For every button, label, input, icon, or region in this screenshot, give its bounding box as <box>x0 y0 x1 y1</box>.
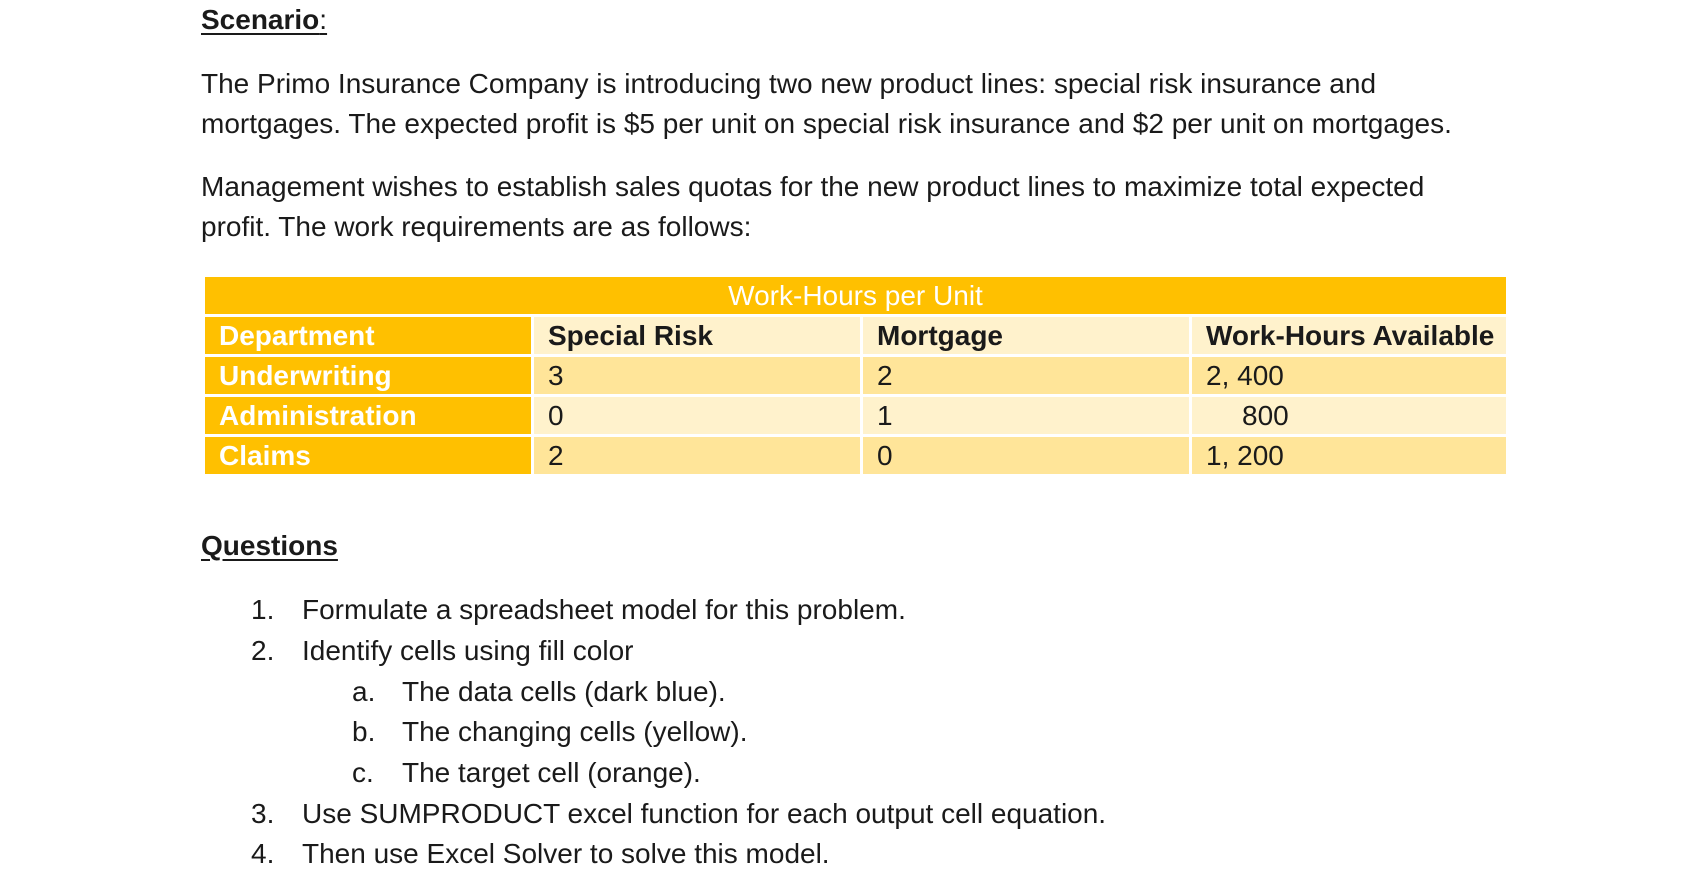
list-item-text: The data cells (dark blue). <box>402 676 726 707</box>
scenario-heading-text: Scenario <box>201 4 320 35</box>
table-title: Work-Hours per Unit <box>204 276 1508 316</box>
scenario-paragraph-1 <box>201 64 1521 144</box>
row-mortgage: 2 <box>862 356 1191 396</box>
list-item-letter: b. <box>352 716 376 747</box>
list-item-letter: c. <box>352 757 374 788</box>
header-mortgage: Mortgage <box>862 316 1191 356</box>
row-department: Administration <box>204 396 533 436</box>
table-row <box>204 436 1508 476</box>
list-item-letter: a. <box>352 676 376 707</box>
scenario-heading <box>201 4 327 36</box>
list-item-text: The changing cells (yellow). <box>402 716 748 747</box>
paragraph-line: Management wishes to establish sales quotas for the new product lines to maximize total expected <box>201 171 1425 202</box>
list-item-text: Then use Excel Solver to solve this model. <box>302 838 830 869</box>
list-item-text: The target cell (orange). <box>402 757 701 788</box>
work-hours-table <box>202 274 1509 477</box>
row-department: Underwriting <box>204 356 533 396</box>
list-item-text: Use SUMPRODUCT excel function for each output cell equation. <box>302 798 1107 829</box>
list-item-text: Identify cells using fill color <box>302 635 634 666</box>
scenario-heading-colon: : <box>319 4 328 35</box>
list-item-number: 4. <box>251 838 275 869</box>
row-mortgage: 0 <box>862 436 1191 476</box>
row-mortgage: 1 <box>862 396 1191 436</box>
questions-heading <box>201 530 338 562</box>
questions-heading-text: Questions <box>201 530 338 561</box>
table-header-row <box>204 316 1508 356</box>
row-department: Claims <box>204 436 533 476</box>
row-work-hours-available: 800 <box>1191 396 1508 436</box>
list-item-number: 2. <box>251 635 275 666</box>
list-item-text: Formulate a spreadsheet model for this problem. <box>302 594 906 625</box>
list-item-number: 3. <box>251 798 275 829</box>
paragraph-line: mortgages. The expected profit is $5 per unit on special risk insurance and $2 per unit on mortgages. <box>201 108 1452 139</box>
table-title-row <box>204 276 1508 316</box>
row-special-risk: 0 <box>533 396 862 436</box>
paragraph-line: profit. The work requirements are as follows: <box>201 211 752 242</box>
header-special-risk: Special Risk <box>533 316 862 356</box>
header-department: Department <box>204 316 533 356</box>
scenario-paragraph-2 <box>201 167 1521 247</box>
list-item-number: 1. <box>251 594 275 625</box>
paragraph-line: The Primo Insurance Company is introducing two new product lines: special risk insurance and <box>201 68 1377 99</box>
header-work-hours-available: Work-Hours Available <box>1191 316 1508 356</box>
row-work-hours-available: 1, 200 <box>1191 436 1508 476</box>
table-row <box>204 396 1508 436</box>
table-row <box>204 356 1508 396</box>
row-work-hours-available: 2, 400 <box>1191 356 1508 396</box>
row-special-risk: 3 <box>533 356 862 396</box>
row-special-risk: 2 <box>533 436 862 476</box>
